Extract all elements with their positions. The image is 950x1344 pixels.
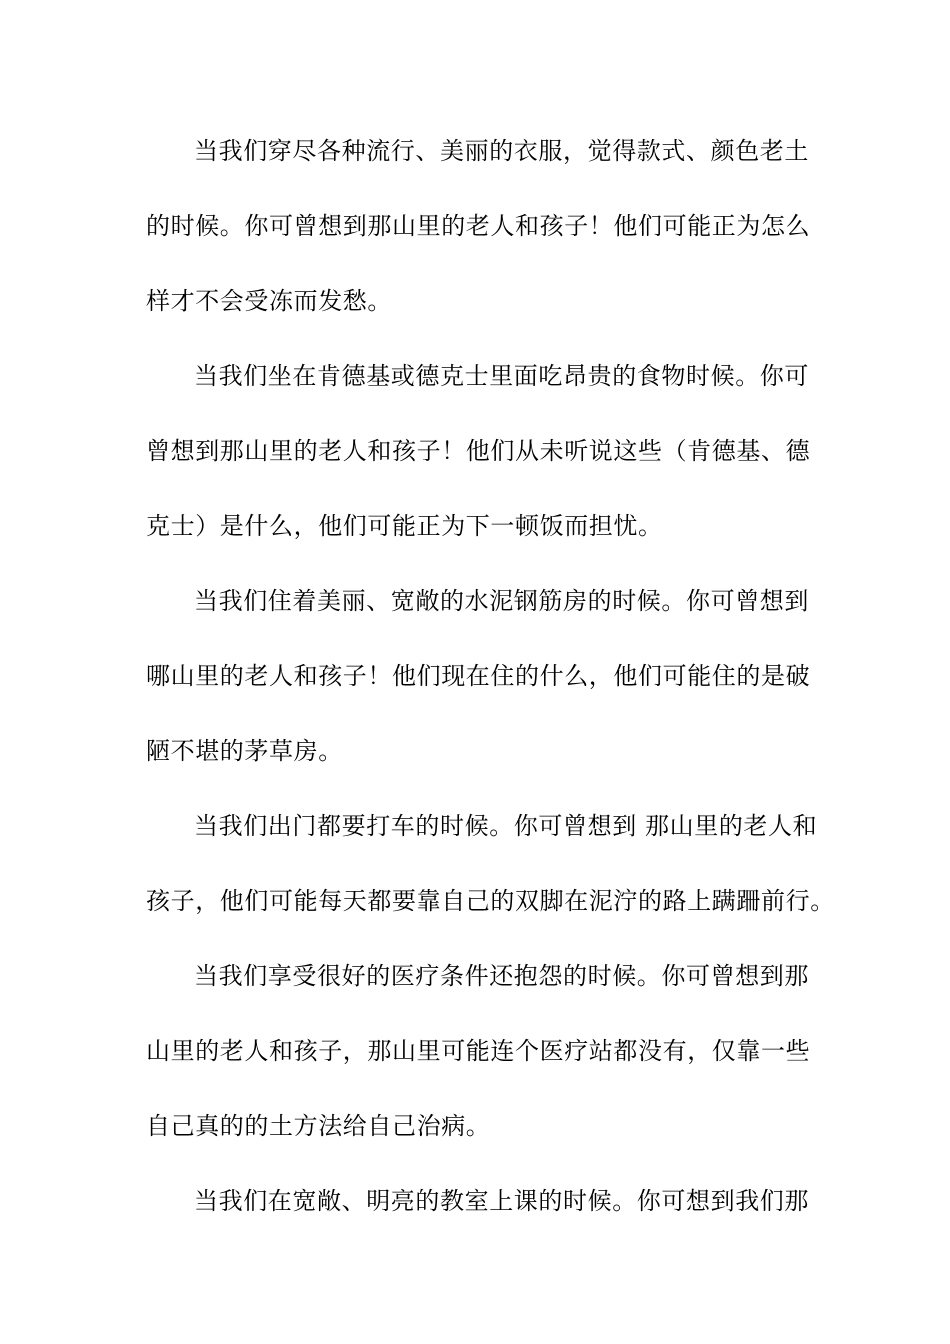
paragraph-4-line-1: 当我们出门都要打车的时候。你可曾想到 那山里的老人和 <box>194 812 818 840</box>
paragraph-1-line-2: 的时候。你可曾想到那山里的老人和孩子！他们可能正为怎么 <box>146 212 811 240</box>
paragraph-2-line-1: 当我们坐在肯德基或德克士里面吃昂贵的食物时候。你可 <box>194 362 809 390</box>
paragraph-5-line-2: 山里的老人和孩子，那山里可能连个医疗站都没有，仅靠一些 <box>146 1037 811 1065</box>
paragraph-3-line-3: 陋不堪的茅草房。 <box>146 737 343 765</box>
paragraph-1-line-3: 样才不会受冻而发愁。 <box>146 287 392 315</box>
paragraph-3-line-1: 当我们住着美丽、宽敞的水泥钢筋房的时候。你可曾想到 <box>194 587 809 615</box>
paragraph-3-line-2: 哪山里的老人和孩子！他们现在住的什么，他们可能住的是破 <box>146 662 811 690</box>
paragraph-2-line-2: 曾想到那山里的老人和孩子！他们从未听说这些（肯德基、德 <box>146 437 811 465</box>
paragraph-5-line-1: 当我们享受很好的医疗条件还抱怨的时候。你可曾想到那 <box>194 962 809 990</box>
paragraph-4-line-2: 孩子，他们可能每天都要靠自己的双脚在泥泞的路上蹒跚前行。 <box>146 887 835 915</box>
paragraph-5-line-3: 自己真的的土方法给自己治病。 <box>146 1112 491 1140</box>
paragraph-2-line-3: 克士）是什么，他们可能正为下一顿饭而担忧。 <box>146 512 663 540</box>
paragraph-6-line-1: 当我们在宽敞、明亮的教室上课的时候。你可想到我们那 <box>194 1187 809 1215</box>
paragraph-1-line-1: 当我们穿尽各种流行、美丽的衣服，觉得款式、颜色老土 <box>194 137 809 165</box>
